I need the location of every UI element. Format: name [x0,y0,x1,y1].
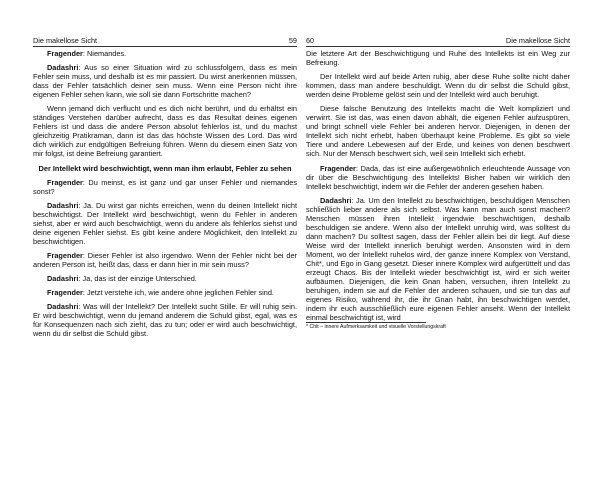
speaker-label: Dadashri [47,274,79,284]
footnote: * Chit – innere Aufmerksamkeit und visuelle Vorstellungskraft [306,324,446,331]
paragraph [33,178,297,196]
left-paragraph-block-2 [33,178,297,339]
right-page-number: 60 [306,36,315,45]
left-header-title: Die makellose Sicht [33,36,98,45]
paragraph [33,288,297,297]
paragraph [33,201,297,246]
paragraph [33,251,297,269]
speaker-label: Dadashri [47,200,79,210]
paragraph [33,49,297,58]
speaker-label: Fragender [320,163,356,173]
speaker-label: Fragender [47,49,83,58]
paragraph-text: : Ja, das ist der einzige Unterschied. [78,274,197,284]
paragraph-text: : Was will der Intellekt? Der Intellekt sucht Stille. Er will ruhig sein. Er wird beschwichtigt, wenn du jemand anderem die Schuld gibst, egal, was es für Konsequenzen nach sich zieht, das zu tun; oder er wird auch beschwichtigt, wenn du dir selbst die Schuld gibst. [33,302,297,339]
paragraph [306,49,570,67]
left-page-content [33,49,297,338]
speaker-label: Fragender [47,288,83,298]
paragraph [306,104,570,158]
paragraph-text: : Jetzt verstehe ich, wie andere ohne jeglichen Fehler sind. [82,288,274,298]
left-page [33,36,297,338]
speaker-label: Dadashri [320,195,352,205]
right-paragraph-block [306,49,570,322]
paragraph [33,274,297,283]
paragraph-text: : Ja. Um den Intellekt zu beschwichtigen, beschuldigen Menschen schließlich lieber andere als sich selbst. Was kann man auch sonst machen? Menschen müssen ihren Intellekt irgendwie beschwichtigen, deshalb beschuldigen sie andere. Wenn also der Intellekt unruhig wird, was solltest du dann machen? Du solltest sagen, dass der Fehler allein bei dir liegt. Auf diese Weise wird der Intellekt innerlich beruhigt werden. Ansonsten wird in dem Moment, wo der Intellekt ruhelos wird, der ganze innere Komplex von Verstand, Chit*, und Ego in Gang gesetzt. Dieser innere Komplex wird aufgerüttelt und das erzeugt Chaos. Bis der Intellekt wieder beschwichtigt ist, wird er sich weiter aufbäumen. Diejenigen, die kein Gnan haben, versuchen, ihren Intellekt zu beruhigen, indem sie auf die Fehler der anderen schauen, und sie tun das auf eigenes Risiko, während ihr, die ihr Gnan habt, ihn beschwichtigen werdet, indem ihr euch ausschließlich eure eigenen Fehler anseht. Wenn der Intellekt einmal beschwichtigt ist, wird [306,195,570,323]
paragraph-text: : Dieser Fehler ist also irgendwo. Wenn der Fehler nicht bei der anderen Person ist, heißt das, dass er dann hier in mir sein muss? [33,250,297,269]
paragraph-text: Wenn jemand dich verflucht und es dich nicht berührt, und du erhältst ein ständiges Verstehen darüber aufrecht, dass es das Resultat deines eigenen Fehlers ist und dass die andere Person absolut fehlerlos ist, und du machst gleichzeitig Pratikraman, dann ist das das höchste Wissen des Lord. Das wird dich wirklich zur endgültigen Befreiung führen. Wenn du diesem einen Satz von mir folgst, ist deine Befreiung garantiert. [33,104,297,159]
paragraph [33,63,297,99]
right-page [306,36,570,331]
paragraph-text: : Du meinst, es ist ganz und gar unser Fehler und niemandes sonst? [33,177,297,196]
paragraph-text: : Dada, das ist eine außergewöhnlich erleuchtende Aussage von dir über die Beschwichtigung des Intellekts! Bisher haben wir wirklich den Intellekt beschwichtigt, indem wir die Fehler der anderen gesehen haben. [306,163,570,191]
speaker-label: Fragender [47,250,83,260]
right-running-head [306,36,570,47]
left-page-number: 59 [288,36,297,45]
paragraph [33,104,297,158]
paragraph-text: Der Intellekt wird auf beide Arten ruhig, aber diese Ruhe sollte nicht daher kommen, dass man andere beschuldigt. Wenn du dir selbst die Schuld gibst, werden deine Probleme gelöst sein und der Intellekt wird auch beruhigt. [306,72,570,100]
paragraph-text: : Niemandes. [82,49,127,58]
paragraph [306,164,570,191]
section-heading: Der Intellekt wird beschwichtigt, wenn man ihm erlaubt, Fehler zu sehen [38,163,292,173]
speaker-label: Dadashri [47,63,79,73]
paragraph-text: Diese falsche Benutzung des Intellekts macht die Welt kompliziert und verwirrt. Sie ist das, was einen davon abhält, die eigenen Fehler aufzuspüren, und bringt schnell viele Fehler bei anderen hervor. Diejenigen, in denen der Intellekt sich nicht erhebt, haben überhaupt keine Probleme. Es gibt so viele Tiere und andere Lebewesen auf der Erde, und keines von denen beschwert sich. Nur der Mensch beschwert sich, weil sein Intellekt sich erhebt. [306,104,570,159]
paragraph-text: : Ja. Du wirst gar nichts erreichen, wenn du deinen Intellekt nicht beschwichtigst. Der Intellekt wird beschwichtigt, wenn du Fehler in anderen siehst, aber er wird auch beschwichtigt, wenn du andere als fehlerlos siehst und deine eigenen Fehler siehst. Es gibt keine andere Möglichkeit, den Intellekt zu beschwichtigen. [33,200,297,246]
right-page-content [306,49,570,331]
paragraph [306,196,570,323]
right-header-title: Die makellose Sicht [505,36,570,45]
left-paragraph-block-1 [33,49,297,159]
paragraph-text: : Aus so einer Situation wird zu schlussfolgern, dass es mein Fehler sein muss, und deshalb ist es mir passiert. Du wirst anerkennen müssen, dass der Fehler tatsächlich deiner sein muss. Wenn eine Person nicht ihre eigenen Fehler sehen kann, wie soll sie dann Fortschritte machen? [33,63,297,100]
paragraph [33,302,297,338]
paragraph [306,72,570,99]
paragraph-text: Die letztere Art der Beschwichtigung und Ruhe des Intellekts ist ein Weg zur Befreiung. [306,49,570,68]
speaker-label: Fragender [47,177,83,187]
left-running-head [33,36,297,47]
speaker-label: Dadashri [47,302,79,312]
